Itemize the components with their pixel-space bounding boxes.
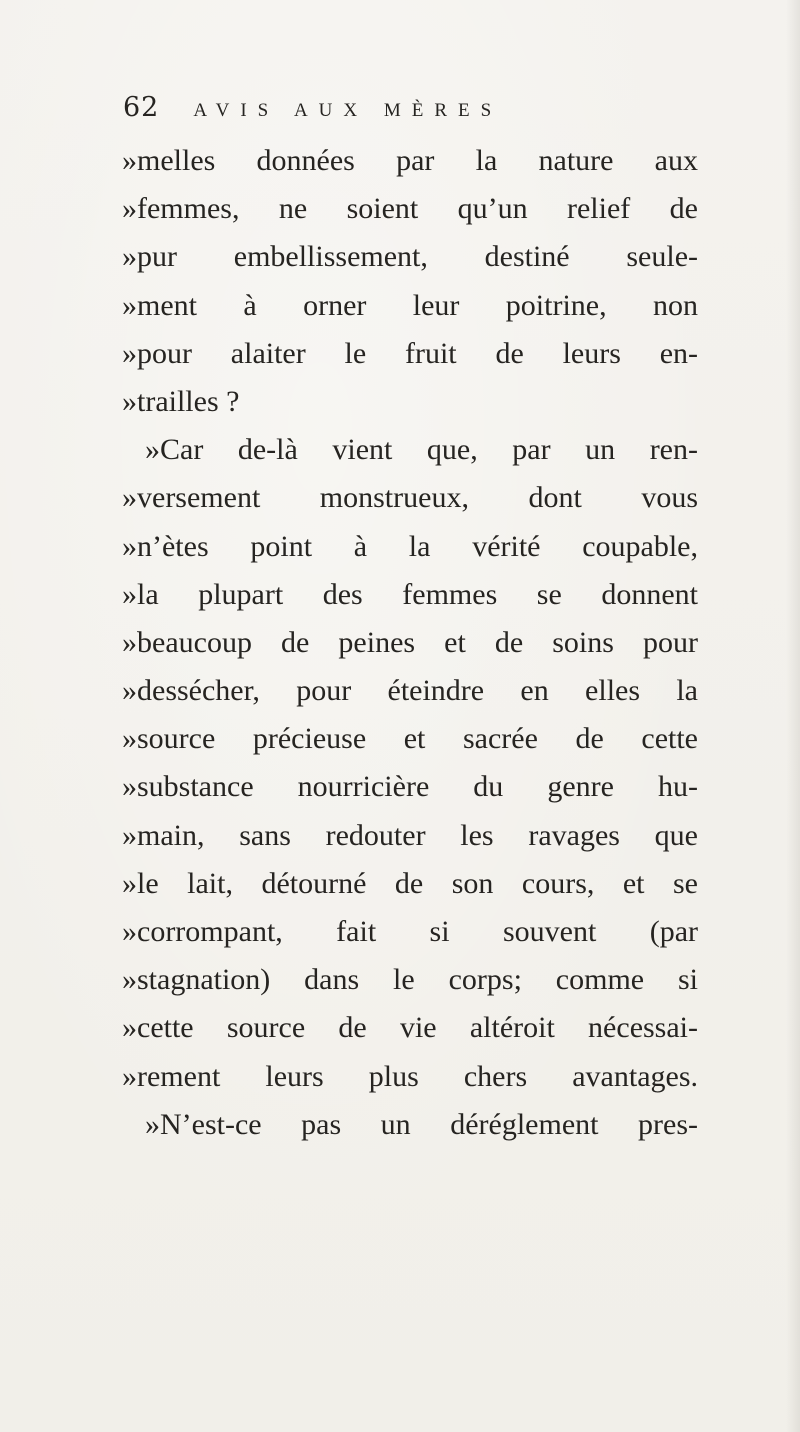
text-line: »versement monstrueux, dont vous [122,481,698,515]
text-line: »la plupart des femmes se donnent [122,577,698,611]
text-line: »dessécher, pour éteindre en elles la [122,674,698,708]
text-line: »melles données par la nature aux [122,144,698,177]
text-line: »corrompant, fait si souvent (par [122,915,698,948]
text-line: »substance nourricière du genre hu- [122,770,698,804]
text-line: »ment à orner leur poitrine, non [122,288,698,322]
page-edge-shadow [786,0,800,1432]
text-line: »rement leurs plus chers avantages. [122,1059,698,1093]
text-line: »source précieuse et sacrée de cette [122,722,698,756]
text-line: »pur embellissement, destiné seule- [122,240,698,274]
text-line: »Car de-là vient que, par un ren- [145,433,698,467]
text-line: »n’ètes point à la vérité coupable, [122,529,698,563]
running-head [123,92,502,132]
body-text [122,137,698,1149]
running-title: AVIS AUX MÈRES [193,100,503,121]
text-line: »main, sans redouter les ravages que [122,818,698,852]
page-number: 62 [123,92,160,123]
text-line: »le lait, détourné de son cours, et se [122,866,698,900]
text-line: »N’est-ce pas un déréglement pres- [145,1107,698,1141]
text-line: »femmes, ne soient qu’un relief de [122,192,698,226]
text-line: »beaucoup de peines et de soins pour [122,625,698,659]
text-line: »pour alaiter le fruit de leurs en- [122,336,698,370]
text-line: »stagnation) dans le corps; comme si [122,963,698,997]
text-line: »trailles ? [122,384,240,418]
text-line: »cette source de vie altéroit nécessai- [122,1011,698,1045]
